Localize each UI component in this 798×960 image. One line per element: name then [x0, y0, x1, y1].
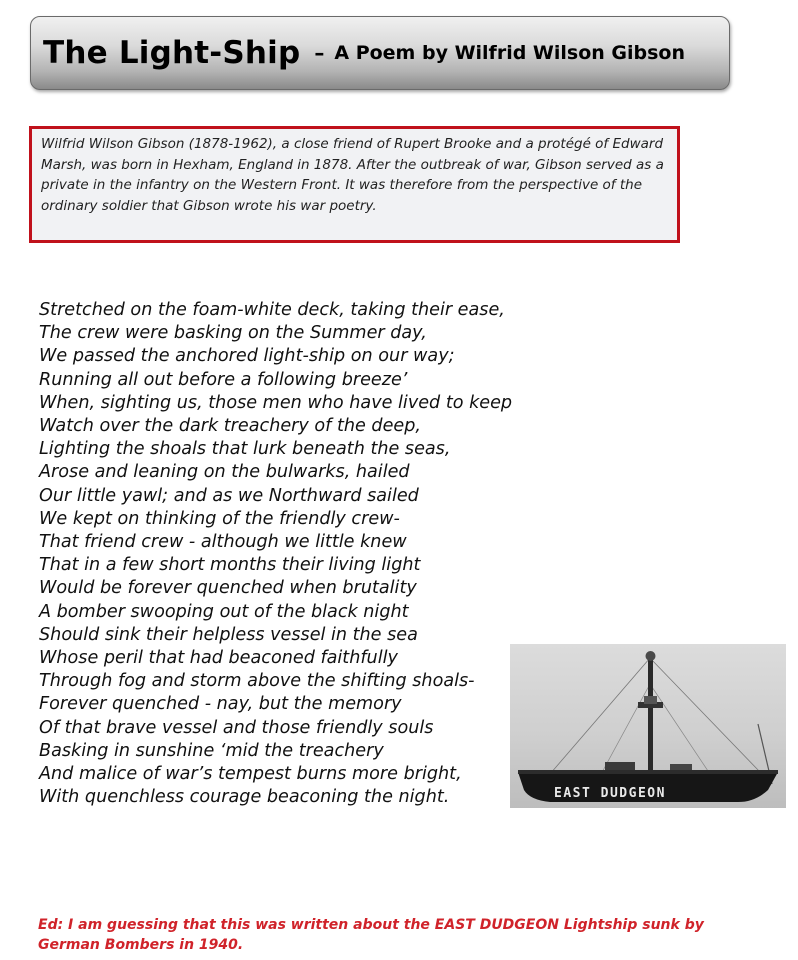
poem-line: That in a few short months their living light	[39, 555, 421, 576]
poem-line: Basking in sunshine ‘mid the treachery	[39, 740, 384, 761]
poem-line: The crew were basking on the Summer day,	[39, 323, 427, 344]
hull-lettering: EAST DUDGEON	[554, 786, 666, 801]
poem-body	[39, 299, 512, 809]
author-bio-text: Wilfrid Wilson Gibson (1878-1962), a close friend of Rupert Brooke and a protégé of Edward Marsh, was born in Hexham, England in 1878. After the outbreak of war, Gibson served as a private in the infantry on the Western Front. It was therefore from the perspective of the ordinary soldier that Gibson wrote his war poetry.	[41, 136, 664, 214]
poem-line: Arose and leaning on the bulwarks, hailed	[39, 462, 410, 483]
poem-line: Whose peril that had beaconed faithfully	[39, 648, 398, 669]
poem-line: A bomber swooping out of the black night	[39, 601, 409, 622]
poem-line: Stretched on the foam-white deck, taking their ease,	[39, 300, 505, 320]
title-separator: –	[314, 41, 325, 65]
poem-line: That friend crew - although we little knew	[39, 532, 407, 553]
author-bio-box	[29, 126, 680, 243]
poem-line: Lighting the shoals that lurk beneath the seas,	[39, 439, 451, 460]
poem-line: Watch over the dark treachery of the deep,	[39, 416, 422, 437]
title-banner	[30, 16, 730, 90]
editor-note	[38, 915, 738, 955]
poem-line: We kept on thinking of the friendly crew-	[39, 508, 400, 529]
poem-line: When, sighting us, those men who have lived to keep	[39, 392, 513, 413]
poem-line: Through fog and storm above the shifting shoals-	[39, 671, 475, 692]
poem-line: With quenchless courage beaconing the night.	[39, 787, 450, 808]
poem-line: Forever quenched - nay, but the memory	[39, 694, 402, 715]
poem-title: The Light-Ship	[43, 35, 301, 71]
poem-line: Would be forever quenched when brutality	[39, 578, 417, 599]
editor-note-text: Ed: I am guessing that this was written about the EAST DUDGEON Lightship sunk by German Bombers in 1940.	[38, 917, 704, 953]
poem-author-subtitle: A Poem by Wilfrid Wilson Gibson	[334, 42, 686, 64]
poem-line: Running all out before a following breeze’	[39, 369, 408, 390]
lightship-photo	[510, 644, 786, 808]
poem-line: Should sink their helpless vessel in the sea	[39, 624, 418, 645]
poem-line: Our little yawl; and as we Northward sailed	[39, 485, 419, 506]
poem-line: We passed the anchored light-ship on our way;	[39, 346, 455, 367]
poem-line: And malice of war’s tempest burns more bright,	[39, 764, 462, 785]
poem-line: Of that brave vessel and those friendly souls	[39, 717, 434, 738]
